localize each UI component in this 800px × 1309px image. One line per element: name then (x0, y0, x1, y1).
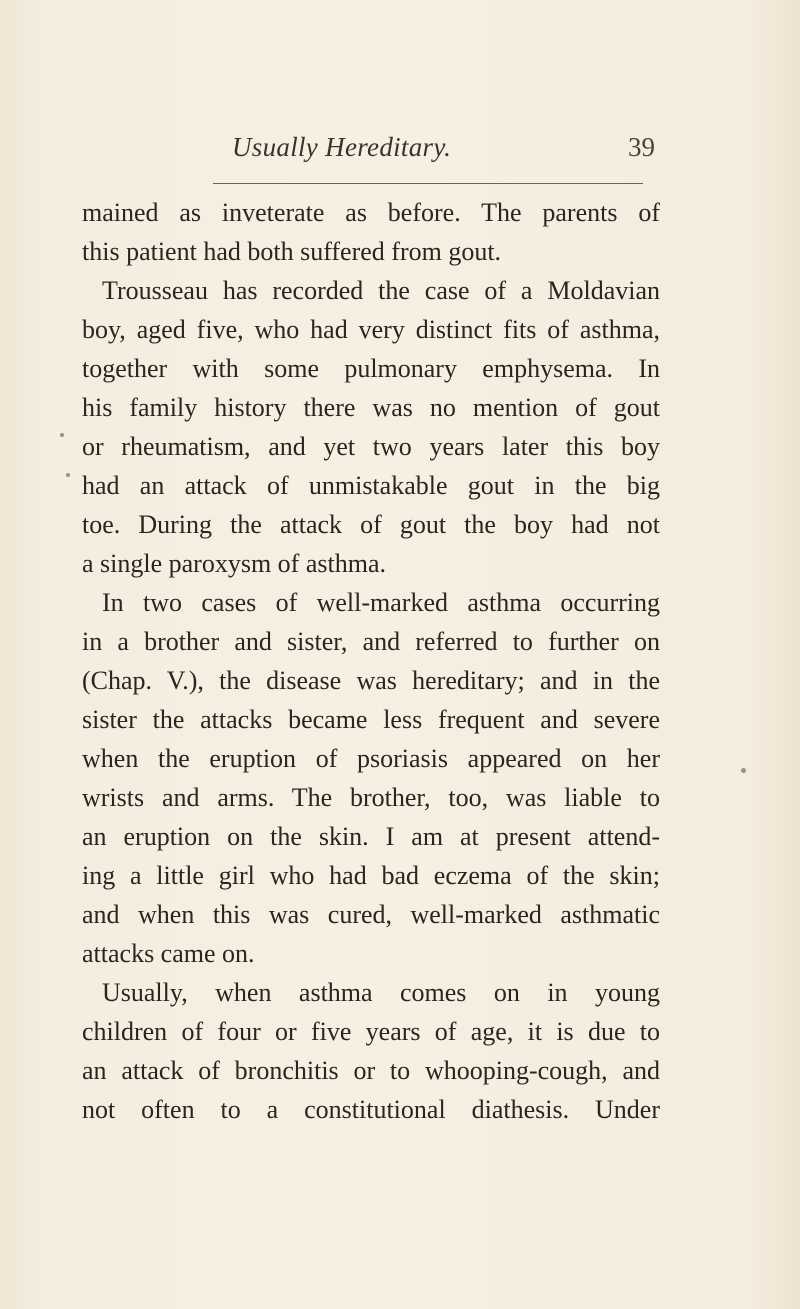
text-line: an eruption on the skin. I am at present attend- (82, 822, 660, 851)
text-line: (Chap. V.), the disease was hereditary; and in the (82, 666, 660, 695)
ink-speck (66, 473, 70, 477)
ink-speck (741, 768, 746, 773)
text-line: together with some pulmonary emphysema. In (82, 354, 660, 383)
text-line: this patient had both suffered from gout. (82, 237, 502, 266)
text-line: Usually, when asthma comes on in young (102, 978, 660, 1007)
body-text (82, 193, 660, 1129)
ink-speck (60, 433, 64, 437)
text-line: ing a little girl who had bad eczema of the skin; (82, 861, 660, 890)
text-line: sister the attacks became less frequent and severe (82, 705, 660, 734)
text-line: and when this was cured, well-marked asthmatic (82, 900, 660, 929)
text-line: not often to a constitutional diathesis. Under (82, 1095, 660, 1124)
text-line: Trousseau has recorded the case of a Moldavian (102, 276, 660, 305)
text-line: in a brother and sister, and referred to further on (82, 627, 660, 656)
text-line: boy, aged five, who had very distinct fits of asthma, (82, 315, 660, 344)
page-number: 39 (628, 132, 655, 162)
text-line: attacks came on. (82, 939, 255, 968)
text-line: wrists and arms. The brother, too, was liable to (82, 783, 660, 812)
text-line: children of four or five years of age, it is due to (82, 1017, 660, 1046)
text-line: his family history there was no mention of gout (82, 393, 660, 422)
text-line: In two cases of well-marked asthma occurring (102, 588, 660, 617)
text-line: mained as inveterate as before. The parents of (82, 198, 660, 227)
text-line: when the eruption of psoriasis appeared on her (82, 744, 660, 773)
running-head-title: Usually Hereditary. (232, 132, 452, 162)
header-rule (213, 183, 643, 184)
text-line: had an attack of unmistakable gout in the big (82, 471, 660, 500)
text-line: a single paroxysm of asthma. (82, 549, 386, 578)
text-line: or rheumatism, and yet two years later this boy (82, 432, 660, 461)
text-line: toe. During the attack of gout the boy had not (82, 510, 660, 539)
text-line: an attack of bronchitis or to whooping-cough, and (82, 1056, 660, 1085)
